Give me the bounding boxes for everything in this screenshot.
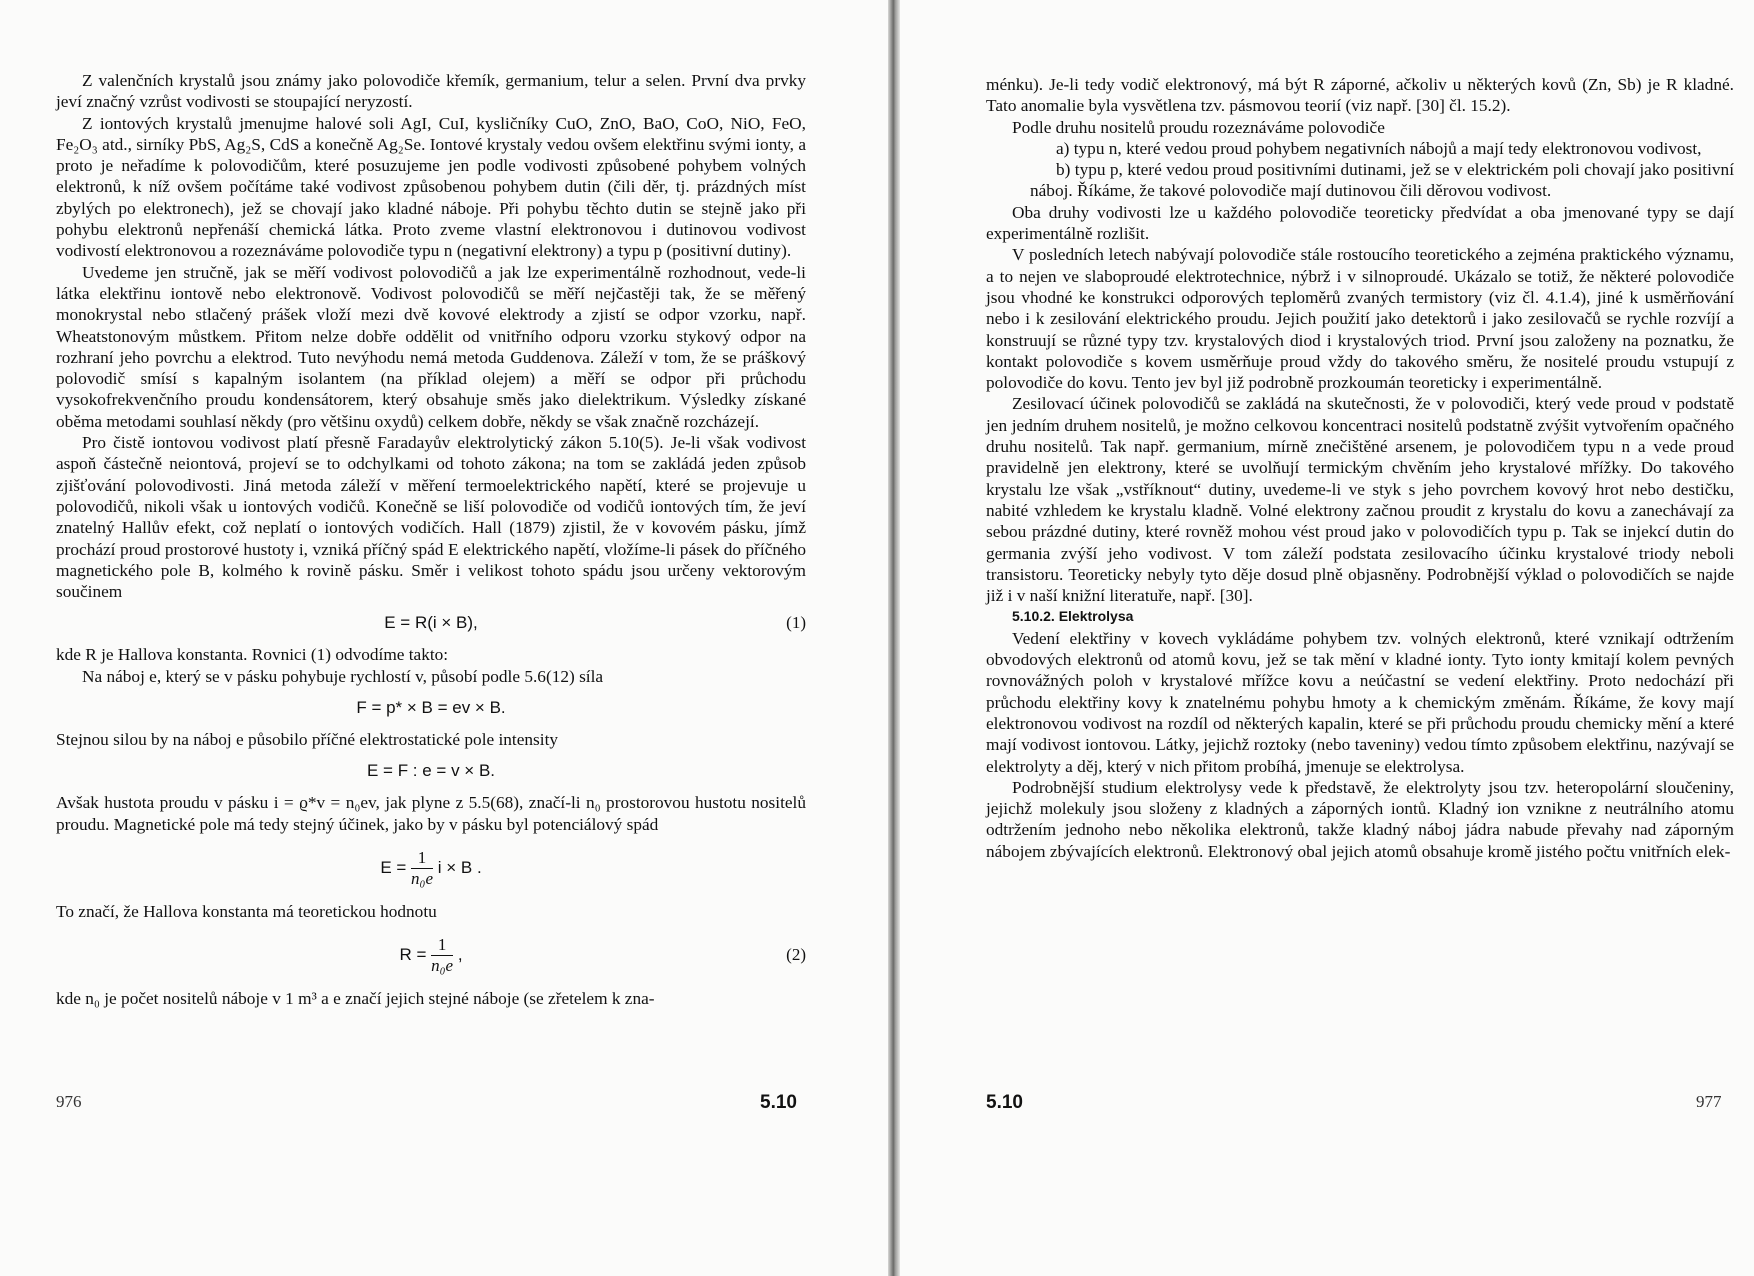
equation-field	[56, 758, 806, 784]
paragraph: Podrobnější studium elektrolysy vede k představě, že elektrolyty jsou tzv. heteropolární sloučeniny, jejichž molekuly jsou složeny z kladných a záporných iontů. Kladný ion vznikne z neutrálního atomu odtržením jednoho nebo několika elektronů, takže kladný náboj jádra nabude převahy nad záporným nábojem zbývajících elektronů. Elektronový obal jejich atomů obsahuje kromě jistého počtu vnitřních elek-	[986, 777, 1734, 861]
section-heading: 5.10.2. Elektrolysa	[1012, 608, 1134, 625]
page-number: 976	[56, 1092, 82, 1111]
paragraph: To značí, že Hallova konstanta má teoretickou hodnotu	[56, 901, 437, 921]
equation-text: F = p* × B = ev × B.	[356, 698, 506, 718]
equation-2	[56, 930, 806, 980]
section-mark: 5.10	[986, 1092, 1023, 1113]
paragraph: Z valenčních krystalů jsou známy jako polovodiče křemík, germanium, telur a selen. První dva prvky jeví značný vzrůst vodivosti se stoupající neryzostí.	[56, 71, 806, 112]
paragraph: Uvedeme jen stručně, jak se měří vodivost polovodičů a jak lze experimentálně rozhodnout, vede-li látka elektřinu iontově nebo elektronově. Vodivost polovodičů se měří nejčastěji tak, že se měřený monokrystal nebo stlačený prášek vloží mezi dvě kovové elektrody a zjistí se odpor vzorku, např. Wheatstonovým můstkem. Přitom nelze dobře oddělit od vnitřního odporu vzorku stykový odpor na rozhraní jeho povrchu a elektrod. Tuto nevýhodu nemá metoda Guddenova. Záleží v tom, že se práškový polovodič smísí s kapalným isolantem (na příklad olejem) a měří se odpor při průchodu vysokofrekvenčního proudu kondensátorem, který obsahuje směs jako dielektrikum. Výsledky získané oběma metodami souhlasí někdy (pro většinu oxydů) celkem dobře, někdy se však značně rozcházejí.	[56, 262, 806, 431]
fraction-denominator: n₀e	[431, 956, 454, 976]
paragraph: Oba druhy vodivosti lze u každého polovodiče teoreticky předvídat a oba jmenované typy se dají experimentálně rozlišit.	[986, 202, 1734, 244]
paragraph: kde R je Hallova konstanta. Rovnici (1) odvodíme takto:	[56, 645, 449, 665]
fraction	[411, 848, 433, 889]
paragraph: Z iontových krystalů jmenujme halové soli AgI, CuI, kysličníky CuO, ZnO, BaO, CoO, NiO, FeO, Fe₂O₃ atd., sirníky PbS, Ag₂S, CdS a konečně Ag₂Se. Iontové krystaly vedou ovšem elektřinu svými ionty, a proto je neřadíme k polovodičům, které posuzujeme jen podle vodivosti způsobené pohybem volných elektronů, k níž ovšem počítáme také vodivost způsobenou pohybem dutin (čili děr, tj. prázdných míst zbylých po elektronech), jež se chovají jako kladné náboje. Při pohybu těchto dutin se stejně jako při pohybu elektronů nepřenáší chemická látka. Proto zveme vlastní elektronovou i dutinovou vodivost vodivostí elektronovou a rozeznáváme polovodiče typu n (negativní elektrony) a typu p (positivní dutiny).	[56, 113, 806, 261]
left-text-column	[56, 70, 806, 1010]
equation-text: E = R(i × B),	[384, 613, 478, 633]
paragraph: Pro čistě iontovou vodivost platí přesně Faradayův elektrolytický zákon 5.10(5). Je-li však vodivost aspoň částečně neiontová, projeví se to odchylkami od tohoto zákona; na tom se zakládá jeden způsob zjišťování polovodivosti. Jiná metoda záleží v měření termoelektrického napětí, které se projevuje u polovodičů, nikoli však u iontových vodičů. Konečně se liší polovodiče od vodičů iontových tím, že jeví znatelný Hallův efekt, což neplatí o iontových vodičích. Hall (1879) zjistil, že v kovovém pásku, jímž prochází proud prostorové hustoty i, vzniká příčný spád E elektrického napětí, vložíme-li pásek do příčného magnetického pole B, kolmého k rovině pásku. Směr i velikost tohoto spádu jsou určeny vektorovým součinem	[56, 433, 806, 602]
right-text-column	[986, 74, 1734, 862]
paragraph: Vedení elektřiny v kovech vykládáme pohybem tzv. volných elektronů, které vznikají odtržením obvodových elektronů od atomů kovu, jež se tak mění v kladné ionty. Tyto ionty kmitají kolem pevných rovnovážných poloh v krystalové mřížce kovu a neúčastní se vedení elektřiny. Proto nedochází při průchodu elektřiny kovy k znatelnému pohybu hmoty a k chemickým změnám. Říkáme, že kovy mají elektronovou vodivost na rozdíl od některých kapalin, které se při průchodu proudu chemicky mění a které mají vodivost iontovou. Látky, jejichž roztoky (nebo taveniny) vedou tímto způsobem elektřinu, nazývají se elektrolyty a děj, který v nich přitom probíhá, jmenuje se elektrolysa.	[986, 628, 1734, 776]
equation-hall-gradient	[56, 843, 806, 893]
paragraph: Avšak hustota proudu v pásku i = ϱ*v = n₀ev, jak plyne z 5.5(68), značí-li n₀ prostorovou hustotu nositelů proudu. Magnetické pole má tedy stejný účinek, jako by v pásku byl potenciálový spád	[56, 793, 806, 834]
paragraph: kde n₀ je počet nositelů náboje v 1 m³ a e značí jejich stejné náboje (se zřetelem k zna-	[56, 989, 655, 1009]
fraction-denominator: n₀e	[411, 868, 434, 888]
right-page	[900, 0, 1754, 1276]
paragraph: V posledních letech nabývají polovodiče stále rostoucího teoretického a zejména praktického významu, a to nejen ve slaboproudé elektrotechnice, nýbrž i v silnoproudé. Ukázalo se totiž, že některé polovodiče jsou vhodné ke konstrukci odporových teploměrů zvaných termistory (viz čl. 4.1.4), jiné k usměrňování nebo i k zesilování elektrického proudu. Jejich použití jako detektorů i jako zesilovačů se rychle rozvíjí a konstruují se různé typy tzv. krystalových diod i krystalových triod. První jsou založeny na poznatku, že kontakt polovodiče s kovem usměrňuje proud vždy do takového směru, že nositelé proudu vstupují z polovodiče do kovu. Tento jev byl již podrobně prozkoumán teoreticky i experimentálně.	[986, 245, 1734, 393]
equation-1	[56, 610, 806, 636]
fraction-numerator: 1	[431, 935, 453, 956]
fraction	[431, 935, 453, 976]
equation-number: (2)	[786, 945, 806, 965]
section-mark: 5.10	[760, 1092, 797, 1113]
fraction-numerator: 1	[411, 848, 433, 869]
book-gutter	[888, 0, 900, 1276]
equation-rhs: ,	[457, 945, 463, 965]
equation-lhs: E =	[380, 857, 407, 877]
equation-force	[56, 695, 806, 721]
page-number: 977	[1696, 1092, 1722, 1111]
equation-lhs: R =	[399, 945, 427, 965]
list-item: a) typu n, které vedou proud pohybem negativních nábojů a mají tedy elektronovou vodivost,	[1056, 138, 1702, 158]
equation-text: E = F : e = v × B.	[366, 761, 496, 781]
equation-rhs: i × B .	[437, 857, 482, 877]
paragraph: Stejnou silou by na náboj e působilo příčné elektrostatické pole intensity	[56, 730, 559, 750]
paragraph: Na náboj e, který se v pásku pohybuje rychlostí v, působí podle 5.6(12) síla	[82, 666, 604, 686]
equation-number: (1)	[786, 613, 806, 633]
paragraph: Zesilovací účinek polovodičů se zakládá na skutečnosti, že v polovodiči, který vede proud v podstatě jen jedním druhem nositelů, je možno celkovou koncentraci nositelů podstatně zvýšit vytvořením opačného druhu nositelů. Tak např. germanium, mírně znečištěné arsenem, je polovodičem typu n a vede proud pravidelně jen elektrony, které se uvolňují termickým chvěním jeho krystalové mřížky. Do takového krystalu lze však „vstříknout“ dutiny, uvedeme-li ve styk s jeho povrchem kovový hrot nebo destičku, nabité vzhledem ke krystalu kladně. Volné elektrony začnou proudit z krystalu do kovu a zanechávají za sebou prázdné dutiny, které rovněž mohou vést proud jako v polovodičích typu p. Tak se injekcí dutin do germania zvýší jeho vodivost. V tom záleží podstata zesilovacího účinku krystalové triody neboli transistoru. Teoreticky nebyly tyto děje dosud plně objasněny. Podrobnější výklad o polovodičích se najde již i v naší knižní literatuře, např. [30].	[986, 394, 1734, 606]
paragraph: Podle druhu nositelů proudu rozeznáváme polovodiče	[1012, 117, 1385, 137]
paragraph: ménku). Je-li tedy vodič elektronový, má být R záporné, ačkoliv u některých kovů (Zn, Sb) je R kladné. Tato anomalie byla vysvětlena tzv. pásmovou teorií (viz např. [30] čl. 15.2).	[986, 75, 1734, 116]
list-item: b) typu p, které vedou proud positivními dutinami, jež se v elektrickém poli chovají jako positivní náboj. Říkáme, že takové polovodiče mají dutinovou čili děrovou vodivost.	[1030, 160, 1734, 201]
